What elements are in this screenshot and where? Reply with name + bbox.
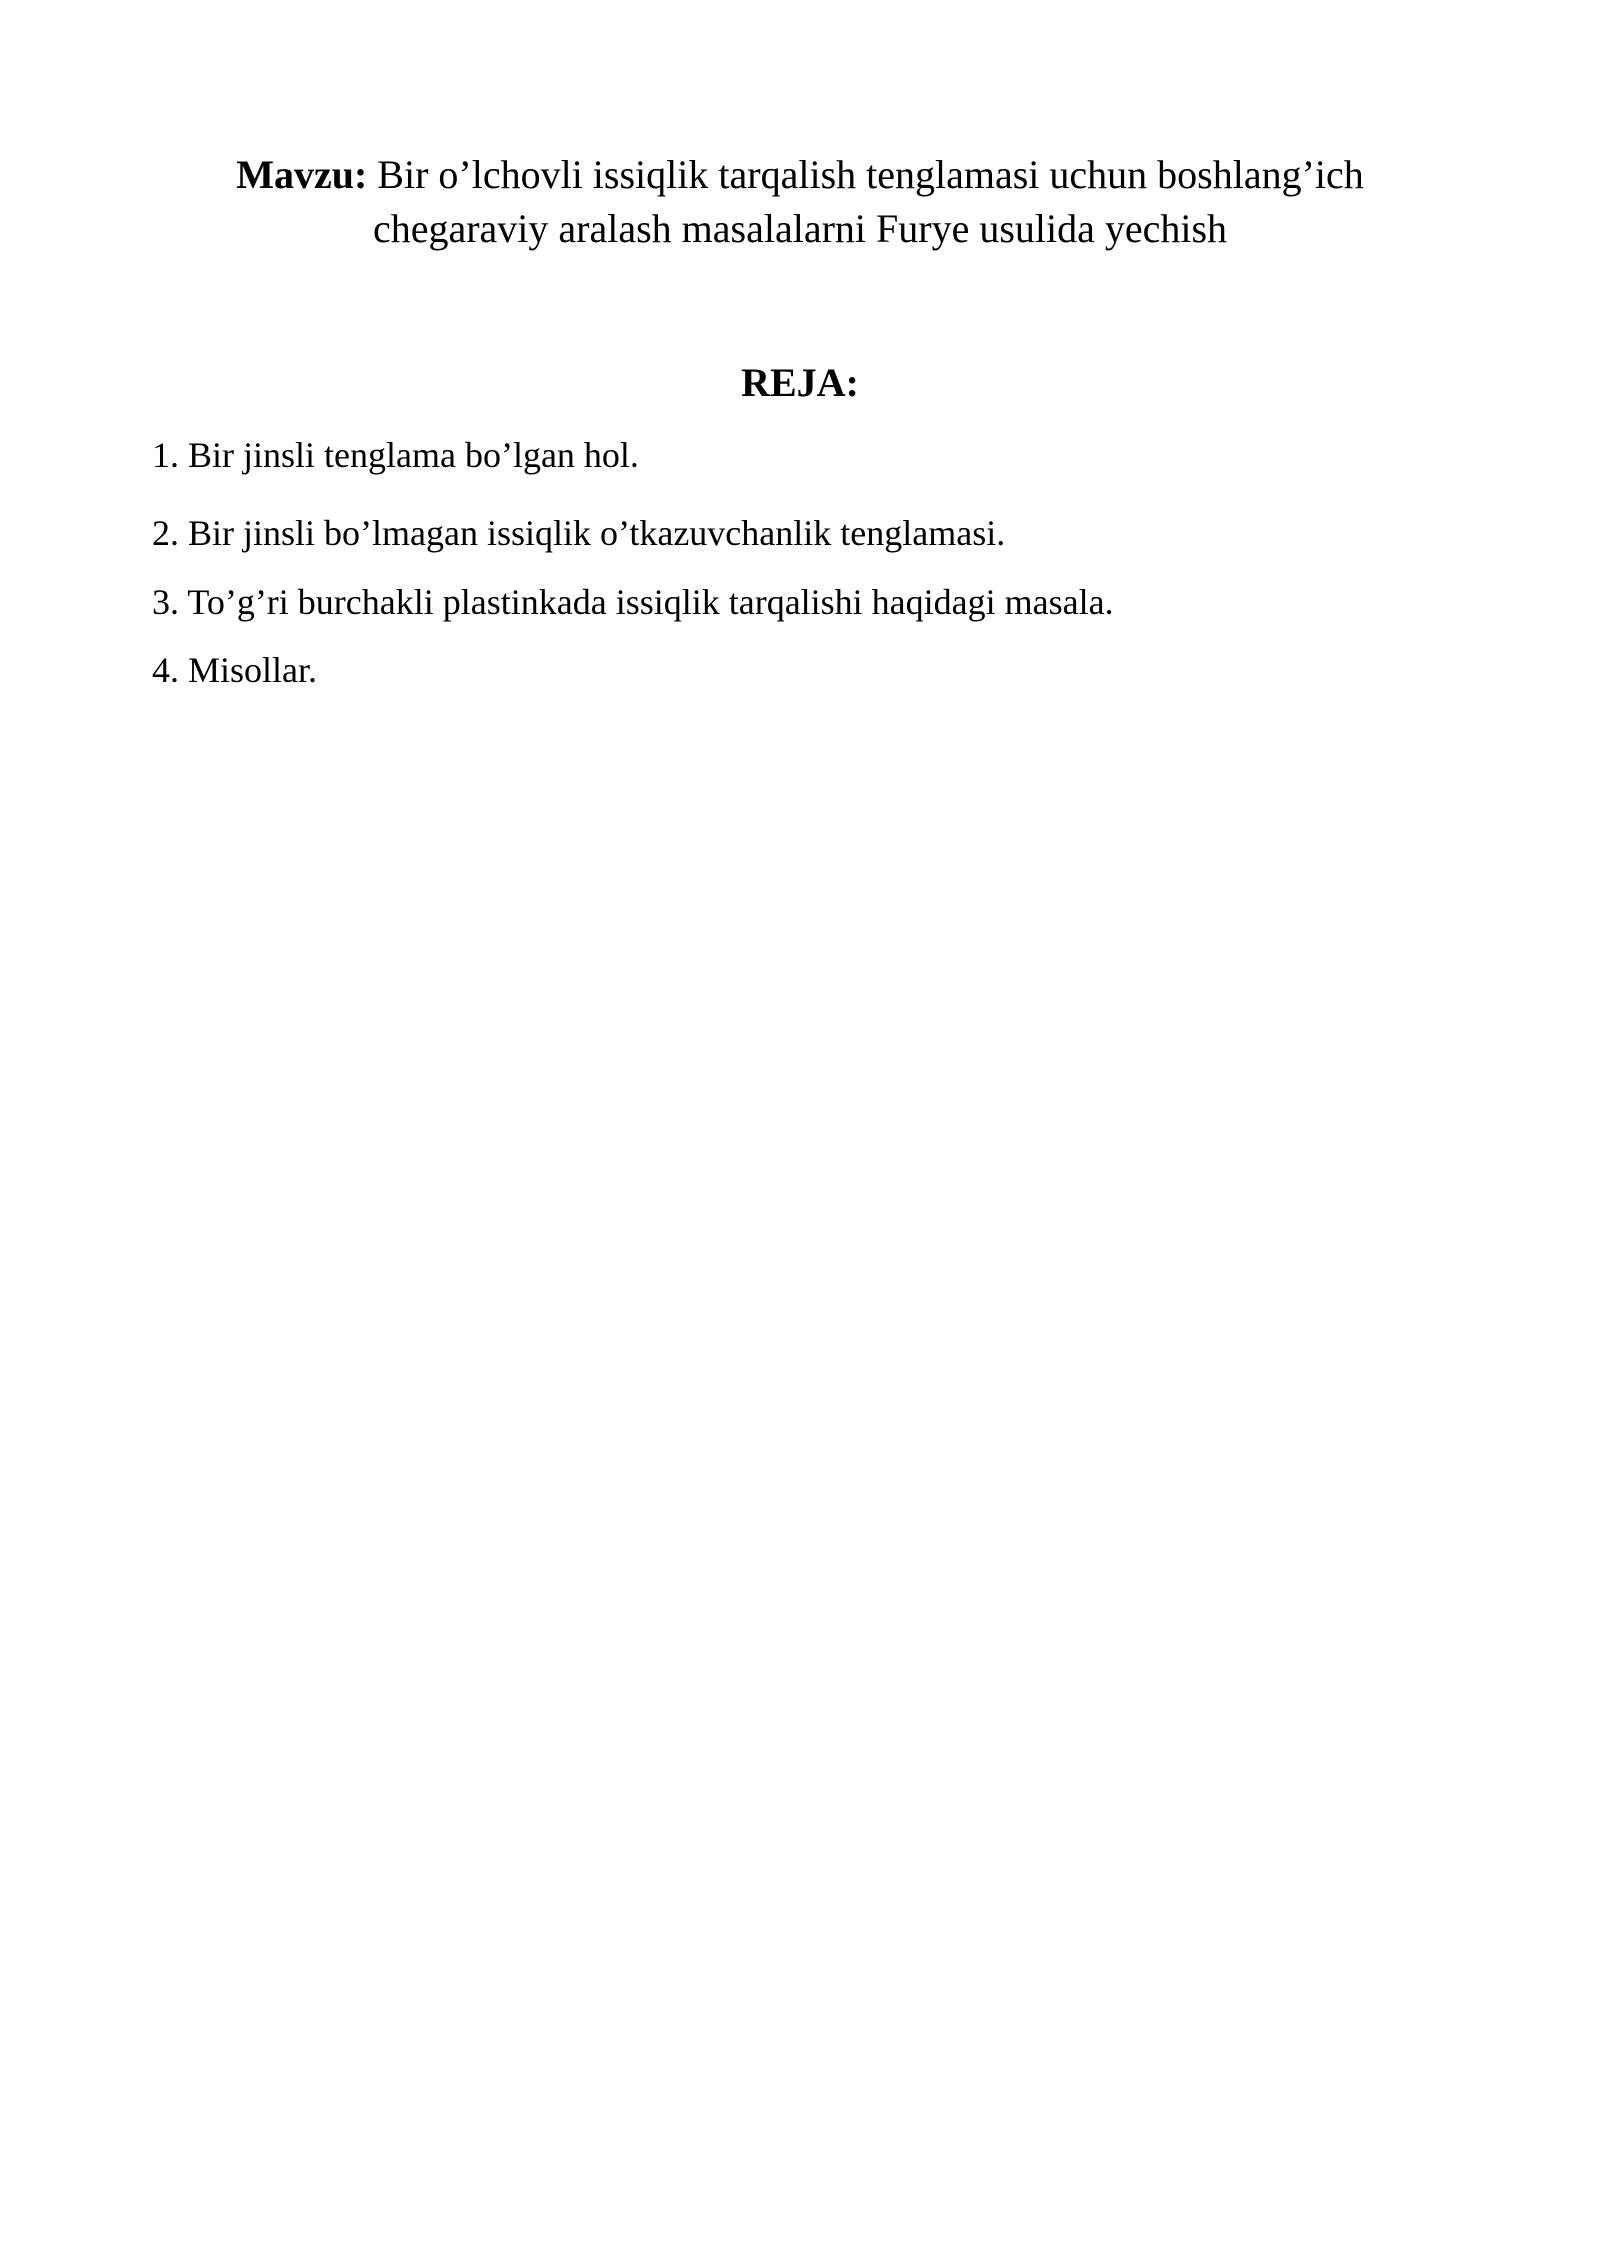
plan-item-3: 3. To’g’ri burchakli plastinkada issiqlik tarqalishi haqidagi masala. — [152, 582, 1114, 622]
document-topic — [150, 148, 1450, 256]
plan-item-1: 1. Bir jinsli tenglama bo’lgan hol. — [152, 435, 639, 475]
topic-title-line-2: chegaraviy aralash masalalarni Furye usulida yechish — [372, 206, 1228, 251]
topic-title-line-1: Bir o’lchovli issiqlik tarqalish tenglamasi uchun boshlang’ich — [377, 152, 1364, 197]
plan-item-2: 2. Bir jinsli bo’lmagan issiqlik o’tkazuvchanlik tenglamasi. — [152, 513, 1006, 553]
plan-item-4: 4. Misollar. — [152, 650, 318, 690]
topic-first-line — [150, 148, 1450, 202]
topic-label: Mavzu: — [236, 152, 368, 197]
plan-heading: REJA: — [741, 360, 859, 405]
